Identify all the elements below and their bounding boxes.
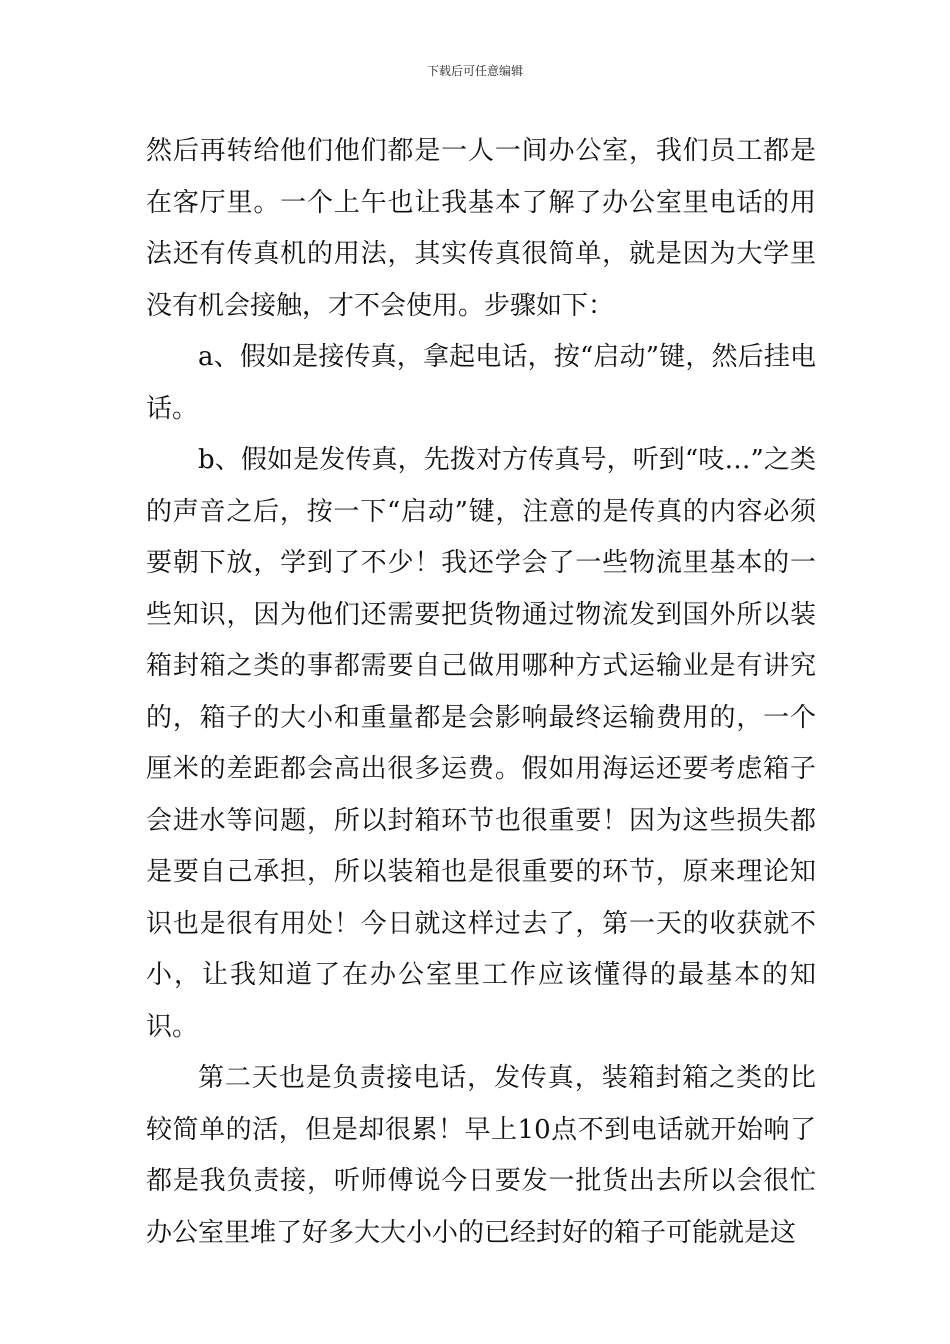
- document-body: [146, 126, 816, 1259]
- paragraph-3: b、假如是发传真，先拨对方传真号，听到“吱…”之类的声音之后，按一下“启动”键，注意的是传真的内容必须要朝下放，学到了不少！我还学会了一些物流里基本的一些知识，因为他们还需要把货物通过物流发到国外所以装箱封箱之类的事都需要自己做用哪种方式运输业是有讲究的，箱子的大小和重量都是会影响最终运输费用的，一个厘米的差距都会高出很多运费。假如用海运还要考虑箱子会进水等问题，所以封箱环节也很重要！因为这些损失都是要自己承担，所以装箱也是很重要的环节，原来理论知识也是很有用处！今日就这样过去了，第一天的收获就不小，让我知道了在办公室里工作应该懂得的最基本的知识。: [146, 445, 816, 1042]
- paragraph-4: 第二天也是负责接电话，发传真，装箱封箱之类的比较简单的活，但是却很累！早上10点不到电话就开始响了都是我负责接，听师傅说今日要发一批货出去所以会很忙办公室里堆了好多大大小小的已经封好的箱子可能就是这: [146, 1063, 816, 1248]
- paragraph-2: a、假如是接传真，拿起电话，按“启动”键，然后挂电话。: [146, 342, 816, 424]
- paragraph-1: 然后再转给他们他们都是一人一间办公室，我们员工都是在客厅里。一个上午也让我基本了解了办公室里电话的用法还有传真机的用法，其实传真很简单，就是因为大学里没有机会接触，才不会使用。步骤如下：: [146, 136, 816, 321]
- page-header-note: 下载后可任意编辑: [426, 64, 523, 78]
